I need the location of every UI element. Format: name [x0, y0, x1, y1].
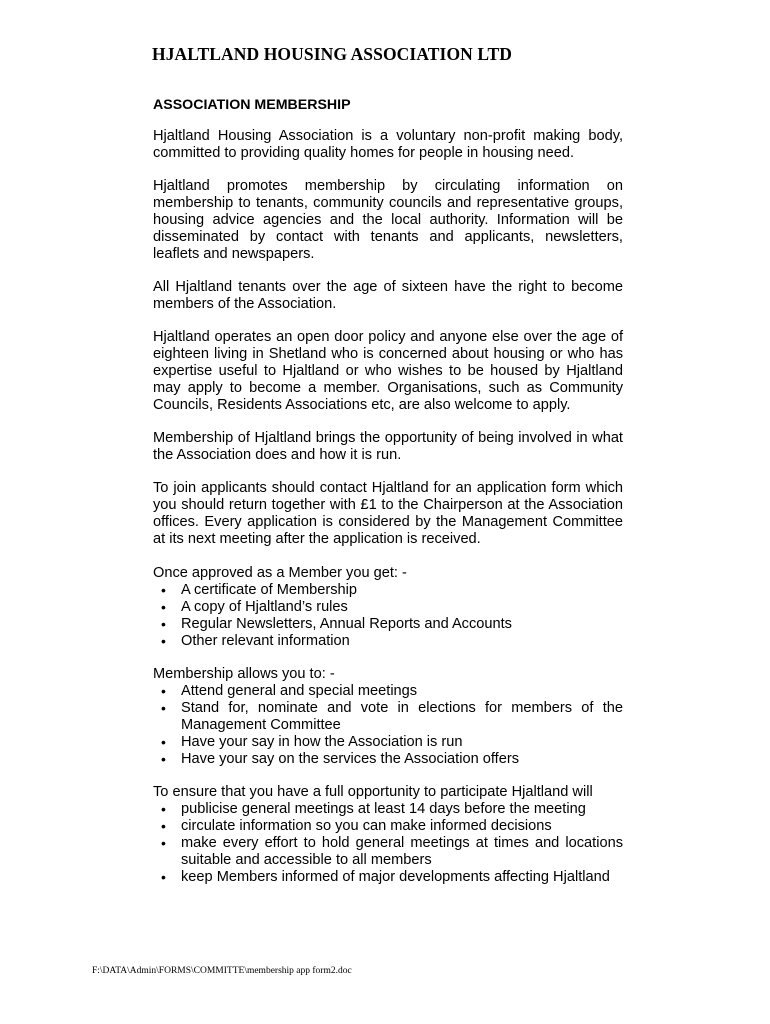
list-item: • Regular Newsletters, Annual Reports and Accounts — [153, 616, 623, 633]
list-item: • A certificate of Membership — [153, 582, 623, 599]
paragraph-involvement: Membership of Hjaltland brings the opportunity of being involved in what the Association does and how it is run. — [153, 430, 623, 463]
paragraph-open-door: Hjaltland operates an open door policy and anyone else over the age of eighteen living in Shetland who is concerned about housing or who has expertise useful to Hjaltland or who wishes to be housed by Hjaltland may apply to become a member. Organisations, such as Community Councils, Residents Associations etc, are also welcome to apply. — [153, 329, 623, 413]
list-item: • publicise general meetings at least 14 days before the meeting — [153, 801, 623, 818]
benefits-intro: Once approved as a Member you get: - — [153, 565, 407, 581]
section-heading: ASSOCIATION MEMBERSHIP — [153, 97, 351, 113]
rights-intro: Membership allows you to: - — [153, 666, 335, 682]
list-item: • keep Members informed of major developments affecting Hjaltland — [153, 869, 623, 886]
paragraph-how-to-join: To join applicants should contact Hjaltland for an application form which you should return together with £1 to the Chairperson at the Association offices. Every application is considered by the Management Committee at its next meeting after the application is received. — [153, 480, 623, 547]
list-item: • circulate information so you can make informed decisions — [153, 818, 623, 835]
list-item: • Attend general and special meetings — [153, 683, 623, 700]
list-item: • Stand for, nominate and vote in elections for members of the Management Committee — [153, 700, 623, 734]
document-body — [153, 97, 623, 902]
paragraph-tenants: All Hjaltland tenants over the age of sixteen have the right to become members of the Association. — [153, 279, 623, 312]
commitments-list — [153, 801, 623, 886]
list-item: • A copy of Hjaltland’s rules — [153, 599, 623, 616]
paragraph-promotion: Hjaltland promotes membership by circulating information on membership to tenants, community councils and representative groups, housing advice agencies and the local authority. Information will be disseminated by contact with tenants and applicants, newsletters, leaflets and newspapers. — [153, 178, 623, 262]
list-item: • Have your say on the services the Association offers — [153, 751, 623, 768]
list-item: • make every effort to hold general meetings at times and locations suitable and accessible to all members — [153, 835, 623, 869]
commitments-intro: To ensure that you have a full opportunity to participate Hjaltland will — [153, 784, 593, 800]
document-title: HJALTLAND HOUSING ASSOCIATION LTD — [152, 44, 513, 64]
benefits-list — [153, 582, 623, 650]
paragraph-intro: Hjaltland Housing Association is a voluntary non-profit making body, committed to providing quality homes for people in housing need. — [153, 128, 623, 161]
rights-list — [153, 683, 623, 768]
list-item: • Have your say in how the Association is run — [153, 734, 623, 751]
footer-file-path: F:\DATA\Admin\FORMS\COMMITTE\membership app form2.doc — [92, 966, 352, 976]
list-item: • Other relevant information — [153, 633, 623, 650]
